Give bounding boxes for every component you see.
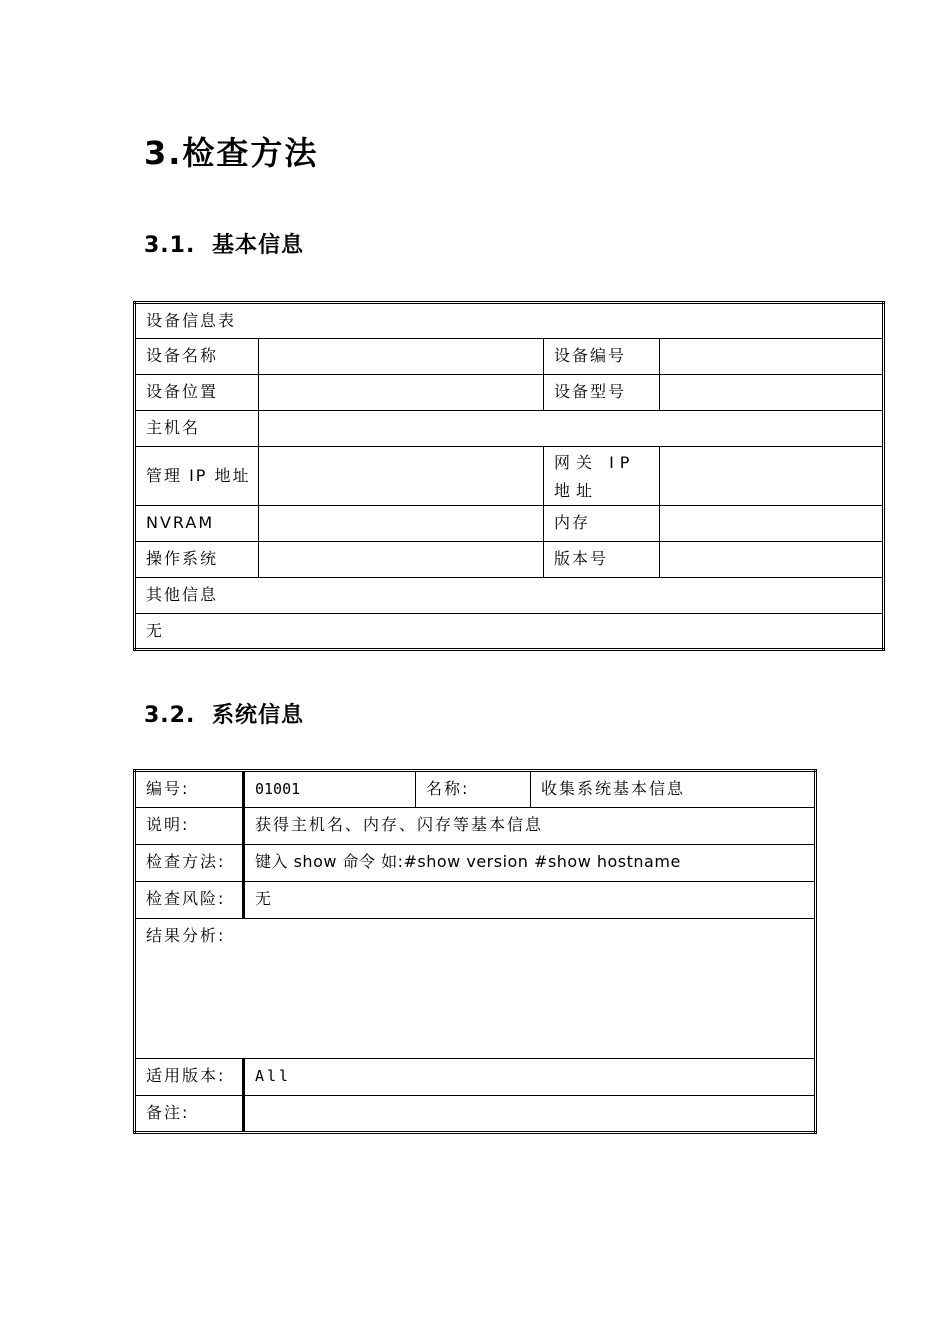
other-info-label: 其他信息 xyxy=(135,578,884,614)
version-value xyxy=(660,542,884,578)
section-heading-system-info xyxy=(144,698,304,729)
device-number-value xyxy=(660,339,884,375)
device-info-table xyxy=(133,301,885,651)
section-heading-basic-info xyxy=(144,228,304,259)
system-info-table xyxy=(133,769,817,1134)
chapter-heading xyxy=(144,128,318,174)
applicable-version-label: 适用版本: xyxy=(135,1059,244,1096)
version-label: 版本号 xyxy=(544,542,660,578)
device-model-value xyxy=(660,375,884,411)
check-method-value: 键入 show 命令 如:#show version #show hostname xyxy=(244,845,816,882)
name-value: 收集系统基本信息 xyxy=(531,771,816,808)
check-risk-value: 无 xyxy=(244,882,816,919)
result-analysis-label: 结果分析: xyxy=(135,919,816,1059)
nvram-label: NVRAM xyxy=(135,506,259,542)
hostname-value xyxy=(259,411,884,447)
description-value: 获得主机名、内存、闪存等基本信息 xyxy=(244,808,816,845)
device-name-label: 设备名称 xyxy=(135,339,259,375)
memory-value xyxy=(660,506,884,542)
remark-label: 备注: xyxy=(135,1096,244,1133)
device-number-label: 设备编号 xyxy=(544,339,660,375)
gateway-ip-label: 网关 IP 地址 xyxy=(544,447,660,506)
check-method-label: 检查方法: xyxy=(135,845,244,882)
id-label: 编号: xyxy=(135,771,244,808)
device-location-value xyxy=(259,375,544,411)
chapter-title: 检查方法 xyxy=(182,134,319,172)
table-caption: 设备信息表 xyxy=(135,303,884,339)
memory-label: 内存 xyxy=(544,506,660,542)
id-value: 01001 xyxy=(244,771,416,808)
check-risk-label: 检查风险: xyxy=(135,882,244,919)
hostname-label: 主机名 xyxy=(135,411,259,447)
section-title: 系统信息 xyxy=(212,703,305,728)
section-number: 3.2. xyxy=(144,703,196,728)
os-value xyxy=(259,542,544,578)
gateway-ip-value xyxy=(660,447,884,506)
remark-value xyxy=(244,1096,816,1133)
name-label: 名称: xyxy=(416,771,531,808)
device-location-label: 设备位置 xyxy=(135,375,259,411)
chapter-number: 3. xyxy=(144,134,183,172)
other-info-value: 无 xyxy=(135,614,884,650)
applicable-version-value: All xyxy=(244,1059,816,1096)
section-title: 基本信息 xyxy=(212,233,305,258)
nvram-value xyxy=(259,506,544,542)
mgmt-ip-label: 管理 IP 地址 xyxy=(135,447,259,506)
description-label: 说明: xyxy=(135,808,244,845)
device-name-value xyxy=(259,339,544,375)
mgmt-ip-value xyxy=(259,447,544,506)
device-model-label: 设备型号 xyxy=(544,375,660,411)
os-label: 操作系统 xyxy=(135,542,259,578)
section-number: 3.1. xyxy=(144,233,196,258)
